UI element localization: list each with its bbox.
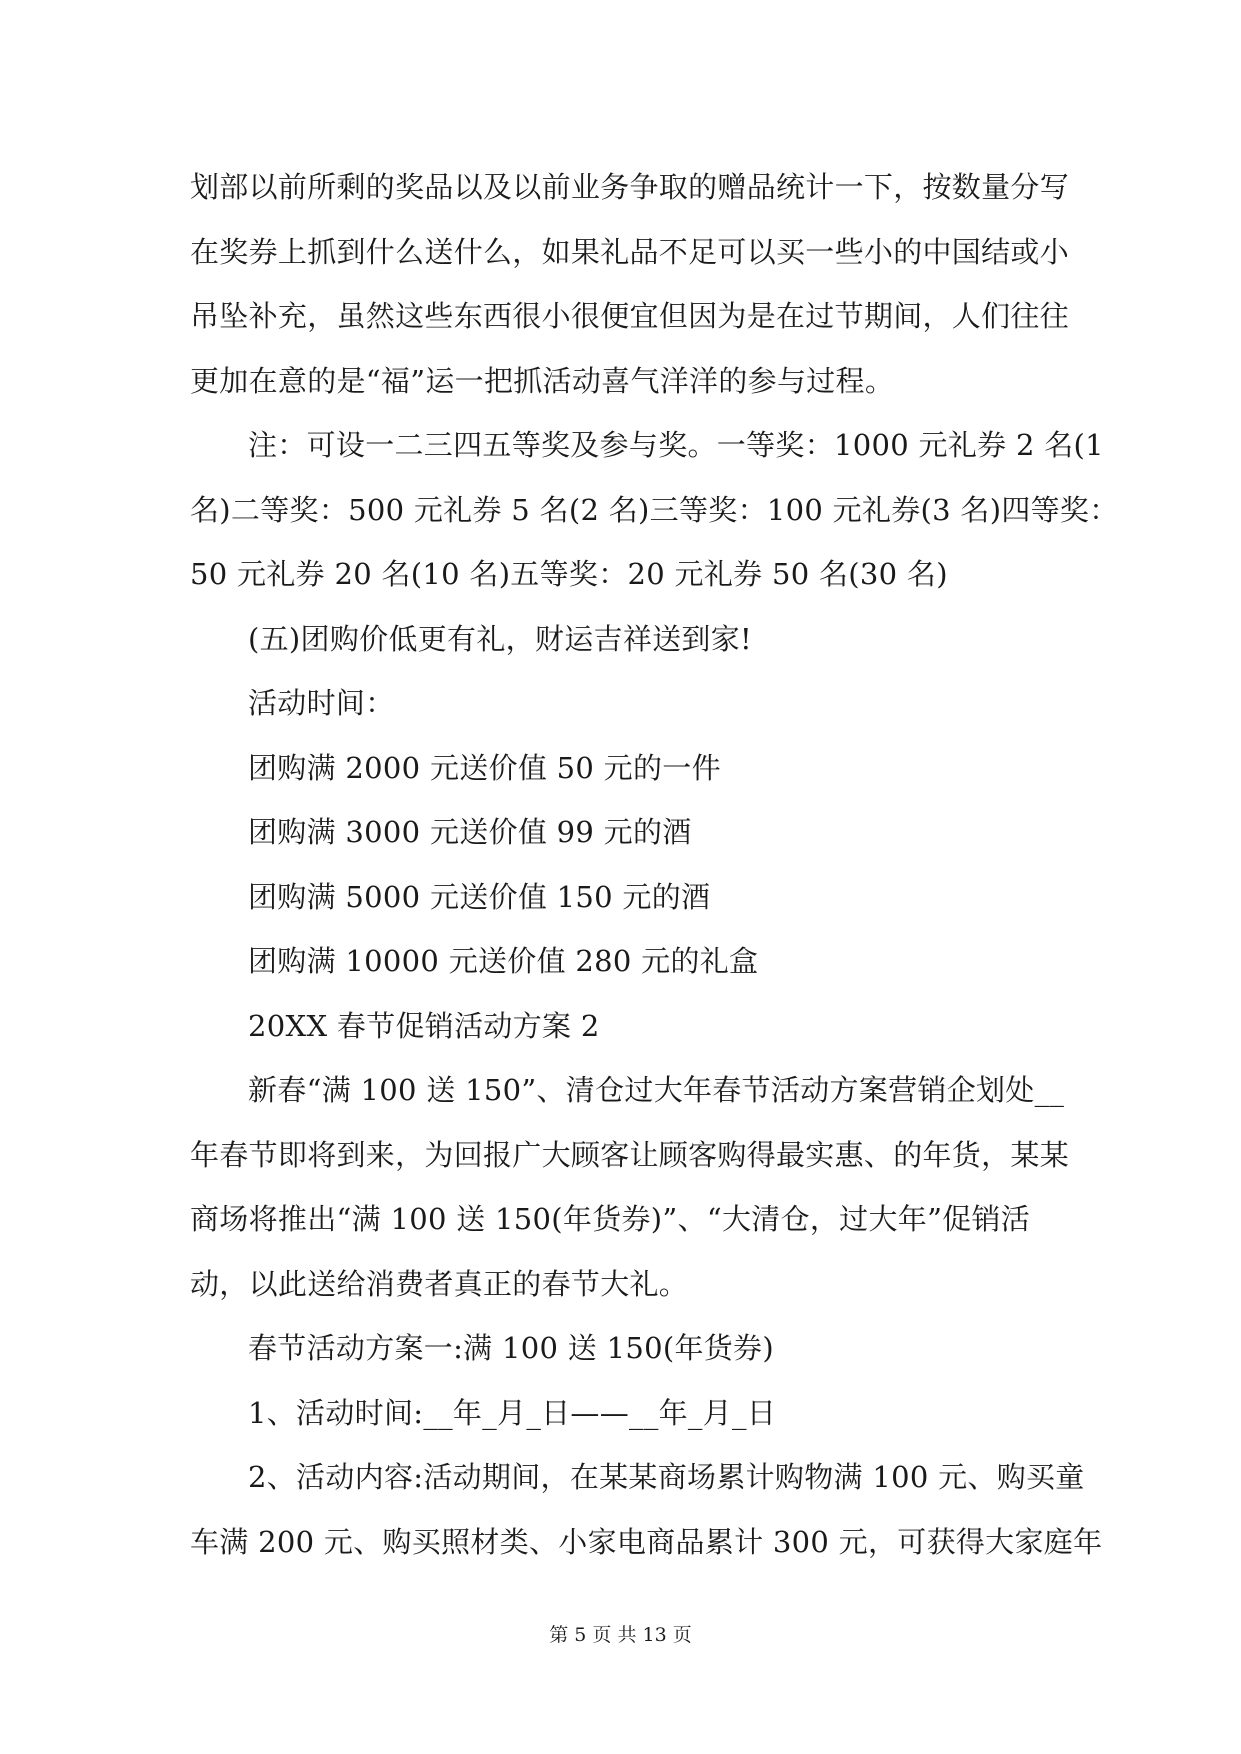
text-line: 更加在意的是“福”运一把抓活动喜气洋洋的参与过程。 (190, 363, 895, 398)
text-line: 团购满 10000 元送价值 280 元的礼盒 (248, 944, 759, 978)
text-line: 在奖券上抓到什么送什么，如果礼品不足可以买一些小的中国结或小 (190, 234, 1070, 269)
text-line: 活动时间： (248, 686, 395, 720)
text-line: 50 元礼券 20 名(10 名)五等奖：20 元礼券 50 名(30 名) (190, 557, 948, 591)
text-line: (五)团购价低更有礼，财运吉祥送到家! (248, 621, 752, 656)
text-line: 团购满 2000 元送价值 50 元的一件 (248, 750, 721, 785)
text-line: 年春节即将到来，为回报广大顾客让顾客购得最实惠、的年货，某某 (190, 1137, 1070, 1172)
body-text (190, 155, 1119, 1574)
text-line: 2、活动内容:活动期间，在某某商场累计购物满 100 元、购买童 (248, 1460, 1085, 1494)
text-line: 车满 200 元、购买照材类、小家电商品累计 300 元，可获得大家庭年 (190, 1524, 1103, 1559)
page-footer: 第 5 页 共 13 页 (549, 1624, 692, 1646)
section-heading: 20XX 春节促销活动方案 2 (248, 1008, 600, 1043)
text-line: 团购满 5000 元送价值 150 元的酒 (248, 879, 711, 914)
text-line: 新春“满 100 送 150”、清仓过大年春节活动方案营销企划处__ (248, 1073, 1065, 1107)
text-line: 商场将推出“满 100 送 150(年货券)”、“大清仓，过大年”促销活 (190, 1202, 1031, 1236)
text-line: 1、活动时间:__年_月_日——__年_月_日 (248, 1395, 777, 1430)
text-line: 团购满 3000 元送价值 99 元的酒 (248, 815, 692, 849)
text-line: 春节活动方案一:满 100 送 150(年货券) (248, 1331, 774, 1365)
text-line: 动，以此送给消费者真正的春节大礼。 (190, 1266, 689, 1301)
text-line: 吊坠补充，虽然这些东西很小很便宜但因为是在过节期间，人们往往 (190, 299, 1070, 333)
text-line: 注：可设一二三四五等奖及参与奖。一等奖：1000 元礼券 2 名(1 (248, 428, 1104, 462)
text-line: 划部以前所剩的奖品以及以前业务争取的赠品统计一下，按数量分写 (190, 170, 1070, 204)
text-line: 名)二等奖：500 元礼券 5 名(2 名)三等奖：100 元礼券(3 名)四等奖： (190, 492, 1119, 527)
